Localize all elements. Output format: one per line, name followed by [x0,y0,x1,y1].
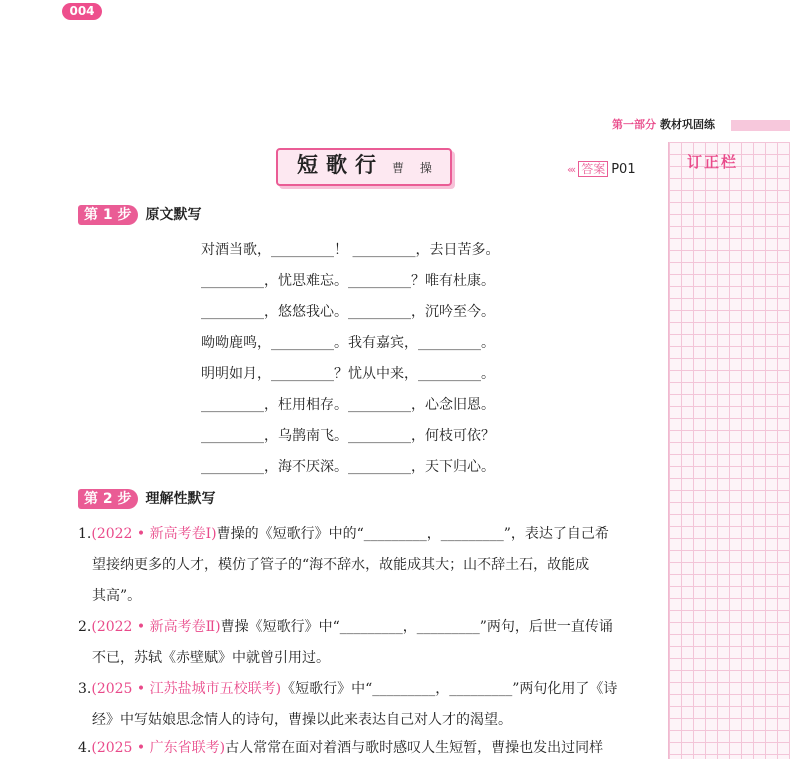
poem-author: 曹 操 [392,161,438,175]
poem-title: 短歌行 [297,152,384,177]
question-number: 1. [78,526,92,542]
question-source: (2025 • 江苏盐城市五校联考) [91,681,282,697]
poem-line: _________，悠悠我心。_________，沉吟至今。 [201,304,495,320]
question-2-line-1 [78,612,658,642]
question-source: (2022 • 新高考卷Ⅰ) [91,526,217,542]
question-text: 曹操《短歌行》中“_________，_________”两句，后世一直传诵 [220,619,613,635]
step-2-title: 理解性默写 [145,491,216,507]
question-number: 2. [78,619,92,635]
step-1-title: 原文默写 [145,207,202,223]
step-2-heading [78,489,216,509]
answer-label: 答案 [578,161,608,177]
correction-column-title: 订正栏 [687,153,739,171]
question-text: 《短歌行》中“_________，_________”两句化用了《诗 [281,681,618,697]
question-3-line-2: 经》中写姑娘思念情人的诗句，曹操以此来表达自己对人才的渴望。 [92,712,512,728]
question-2-line-2: 不已，苏轼《赤壁赋》中就曾引用过。 [92,650,330,666]
question-number: 4. [78,740,92,756]
poem-line: 明明如月，_________？忧从中来，_________。 [201,366,495,382]
question-1-line-1 [78,519,658,549]
question-source: (2025 • 广东省联考) [91,740,226,756]
correction-column-grid [668,142,790,759]
poem-line: _________，乌鹊南飞。_________，何枝可依？ [201,428,495,444]
question-3-line-1 [78,674,658,704]
section-title: 教材巩固练 [660,118,715,131]
step-2-badge: 第 2 步 [78,489,138,509]
poem-line: _________，海不厌深。_________，天下归心。 [201,459,495,475]
question-text: 曹操的《短歌行》中的“_________，_________”，表达了自己希 [216,526,609,542]
poem-line: _________，枉用相存。_________，心念旧恩。 [201,397,495,413]
question-1-line-2: 望接纳更多的人才，模仿了管子的“海不辞水，故能成其大；山不辞土石，故能成 [92,557,590,573]
answer-page: P01 [611,162,636,177]
chevrons-icon: ‹‹‹ [567,163,575,176]
section-header [612,118,715,132]
poem-line: _________，忧思难忘。_________？唯有杜康。 [201,273,495,289]
question-source: (2022 • 新高考卷Ⅱ) [91,619,221,635]
section-part: 第一部分 [612,118,656,131]
step-1-heading [78,205,202,225]
poem-line: 对酒当歌，_________！ _________，去日苦多。 [201,242,500,258]
question-1-line-3: 其高”。 [92,588,142,604]
answer-reference [567,161,636,177]
poem-line: 呦呦鹿鸣，_________。我有嘉宾，_________。 [201,335,495,351]
step-1-badge: 第 1 步 [78,205,138,225]
page-number: 004 [62,3,102,20]
question-text: 古人常常在面对着酒与歌时感叹人生短暂，曹操也发出过同样 [225,740,604,756]
question-number: 3. [78,681,92,697]
header-decoration-bar [731,120,790,131]
